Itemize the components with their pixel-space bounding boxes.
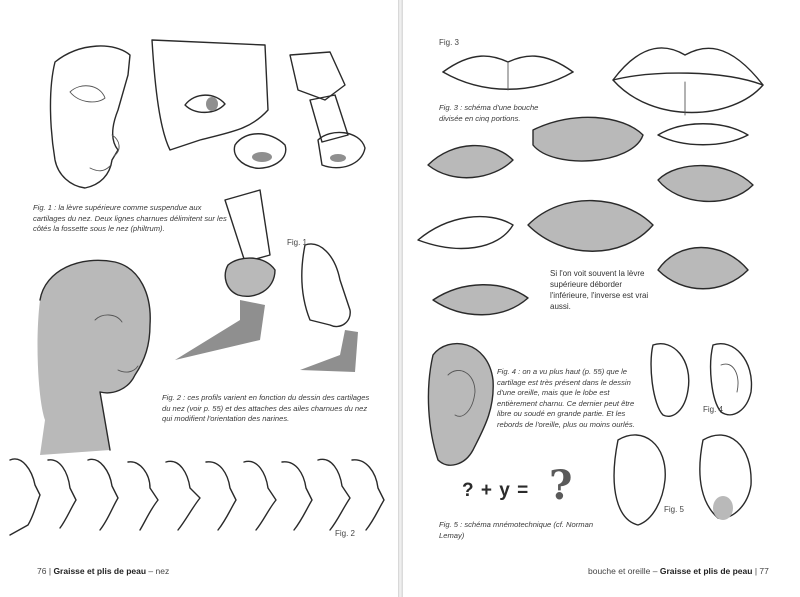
fig5-formula: ? + y = (462, 480, 530, 501)
fig4-caption: Fig. 4 : on a vu plus haut (p. 55) que le cartilage est très présent dans le dessin d'une oreille, mais que le lobe est entièrement charnu. Ce dernier peut être libre ou soudé en grande partie. Et les rebords de l'oreille, plus ou moins ourlés. (497, 367, 635, 429)
left-page-footer: 76 | Graisse et plis de peau – nez (37, 566, 170, 576)
anatomy-head-drawing (38, 260, 151, 455)
fig4-tag: Fig. 4 (703, 405, 724, 414)
ear-large-drawing (428, 344, 493, 466)
left-page (0, 0, 398, 597)
fig3-tag: Fig. 3 (439, 38, 460, 47)
left-footer-title: Graisse et plis de peau (53, 566, 147, 576)
lip-note: Si l'on voit souvent la lèvre supérieure déborder l'inférieure, l'inverse est vrai aussi. (550, 269, 649, 311)
left-footer-topic: – nez (148, 566, 170, 576)
fig1-tag: Fig. 1 (287, 238, 308, 247)
nose-profiles-row (10, 459, 384, 535)
fig2-tag: Fig. 2 (335, 529, 356, 538)
nose-block-drawing (290, 52, 365, 168)
mouth-schematic-drawing (443, 56, 573, 90)
fig3-caption: Fig. 3 : schéma d'une bouche divisée en cinq portions. (439, 103, 539, 123)
right-footer-topic: bouche et oreille – (588, 566, 658, 576)
nose-illustrations (0, 0, 398, 597)
fig2-caption: Fig. 2 : ces profils varient en fonction du dessin des cartilages du nez (voir p. 55) et des attaches des ailes charnues du nez qui modifient l'orientation des narines. (162, 393, 370, 423)
eye-block-drawing (152, 40, 286, 168)
fig5-caption: Fig. 5 : schéma mnémotechnique (cf. Norman Lemay) (439, 520, 594, 540)
right-footer-title: Graisse et plis de peau (659, 566, 753, 576)
fig5-tag: Fig. 5 (664, 505, 685, 514)
face-mask-drawing (50, 46, 130, 188)
right-page (403, 0, 800, 597)
right-page-number: 77 (759, 566, 769, 576)
fig5-qmark: ? (549, 462, 573, 509)
left-page-number: 76 (37, 566, 47, 576)
mouth-large-drawing (613, 48, 763, 115)
ear-pair-drawing (651, 344, 751, 417)
right-page-footer: bouche et oreille – Graisse et plis de peau | 77 (588, 566, 769, 576)
fig1-caption: Fig. 1 : la lèvre supérieure comme suspendue aux cartilages du nez. Deux lignes charnues délimitent sur les côtés la fossette sous le nez (philtrum). (33, 203, 227, 233)
